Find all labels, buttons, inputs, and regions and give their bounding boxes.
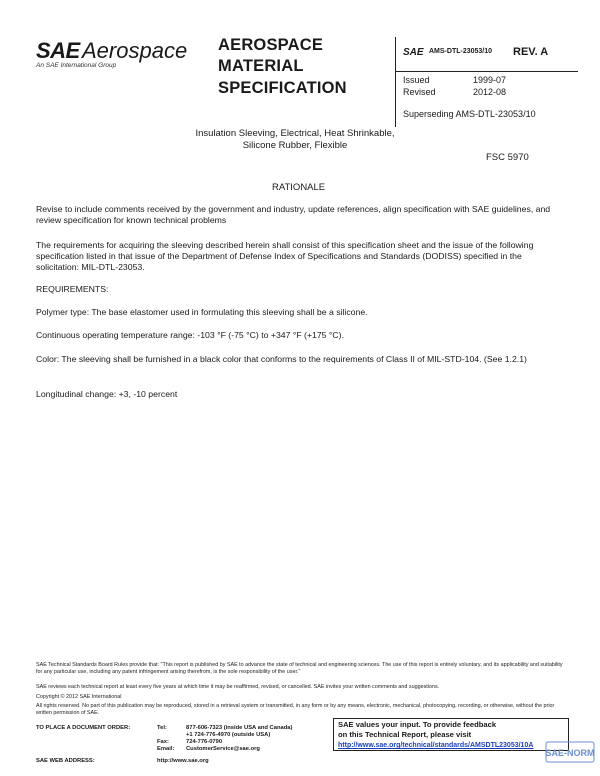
sae-logo-brand: SAE	[36, 38, 80, 63]
paragraph-polymer-type: Polymer type: The base elastomer used in formulating this sleeving shall be a silicone.	[36, 307, 368, 317]
doc-title-line-1: AEROSPACE	[218, 36, 324, 54]
paragraph-temperature: Continuous operating temperature range: -103 °F (-75 °C) to +347 °F (+175 °C).	[36, 330, 344, 340]
order-label: TO PLACE A DOCUMENT ORDER:	[36, 725, 131, 731]
subtitle-line-1: Insulation Sleeving, Electrical, Heat Shrinkable,	[195, 128, 395, 139]
revised-value: 2012-08	[473, 87, 507, 97]
paragraph-color: Color: The sleeving shall be furnished in a black color that conforms to the requirements of Class II of MIL-STD-104. (See 1.2.1)	[36, 354, 527, 364]
header-horizontal-rule	[395, 71, 578, 72]
web-address-link[interactable]: http://www.sae.org	[157, 758, 209, 764]
feedback-line-2: on this Technical Report, please visit	[338, 730, 472, 739]
order-key-email: Email:	[157, 746, 175, 752]
superseding-note: Superseding AMS-DTL-23053/10	[403, 109, 536, 119]
order-key-tel: Tel:	[157, 725, 167, 731]
issued-label: Issued	[403, 75, 430, 85]
paragraph-revision: Revise to include comments received by the government and industry, update references, align specification with SAE guidelines, and review specification for known technical problems	[36, 204, 551, 225]
sae-norm-stamp-icon	[545, 740, 595, 766]
order-value-tel-inside: 877-606-7323 (inside USA and Canada)	[186, 725, 293, 731]
revised-label: Revised	[403, 87, 436, 97]
order-value-tel-outside: +1 724-776-4970 (outside USA)	[186, 732, 271, 738]
order-value-fax: 724-776-0790	[186, 739, 223, 745]
feedback-box	[333, 718, 569, 751]
footer-board-rules: SAE Technical Standards Board Rules provide that: "This report is published by SAE to advance the state of technical and engineering sciences. The use of this report is entirely voluntary, and its applicability and suitability for any particular use, including any patent infringement arising therefrom, is the sole responsibility of the user."	[36, 662, 563, 675]
fsc-code: FSC 5970	[486, 152, 529, 163]
footer-copyright: Copyright © 2012 SAE International	[36, 694, 122, 700]
requirements-heading: REQUIREMENTS:	[36, 284, 109, 294]
issued-value: 1999-07	[473, 75, 507, 85]
feedback-line-1: SAE values your input. To provide feedback	[338, 720, 497, 729]
paragraph-acquisition: The requirements for acquiring the sleeving described herein shall consist of this specification sheet and the issue of the following specification listed in that issue of the Department of Defense Index of Specifications and Standards (DODISS) specified in the solicitation: MIL-DTL-23053.	[36, 240, 534, 272]
doc-title-line-3: SPECIFICATION	[218, 79, 347, 97]
sae-logo-name: Aerospace	[82, 38, 188, 63]
stamp-text: SAE-NORM	[545, 748, 595, 758]
revision-label: REV. A	[513, 46, 549, 58]
header-vertical-rule	[395, 37, 396, 127]
footer-review-note: SAE reviews each technical report at least every five years at which time it may be reaffirmed, revised, or cancelled. SAE invites your written comments and suggestions.	[36, 684, 440, 690]
rationale-heading: RATIONALE	[272, 182, 326, 193]
order-value-email[interactable]: CustomerService@sae.org	[186, 746, 260, 752]
subtitle-line-2: Silicone Rubber, Flexible	[242, 140, 348, 151]
footer-rights: All rights reserved. No part of this publication may be reproduced, stored in a retrieval system or transmitted, in any form or by any means, electronic, mechanical, photocopying, recording, or otherwise, without the prior written permission of SAE.	[36, 703, 555, 716]
sae-logo-tagline: An SAE International Group	[36, 62, 117, 69]
doc-number: AMS-DTL-23053/10	[429, 48, 493, 55]
doc-title-line-2: MATERIAL	[218, 57, 304, 75]
order-key-fax: Fax:	[157, 739, 169, 745]
web-address-label: SAE WEB ADDRESS:	[36, 758, 95, 764]
feedback-link[interactable]: http://www.sae.org/technical/standards/AMSDTL23053/10A	[338, 742, 534, 749]
header-sae-mark: SAE	[403, 47, 424, 58]
paragraph-longitudinal-change: Longitudinal change: +3, -10 percent	[36, 389, 178, 399]
